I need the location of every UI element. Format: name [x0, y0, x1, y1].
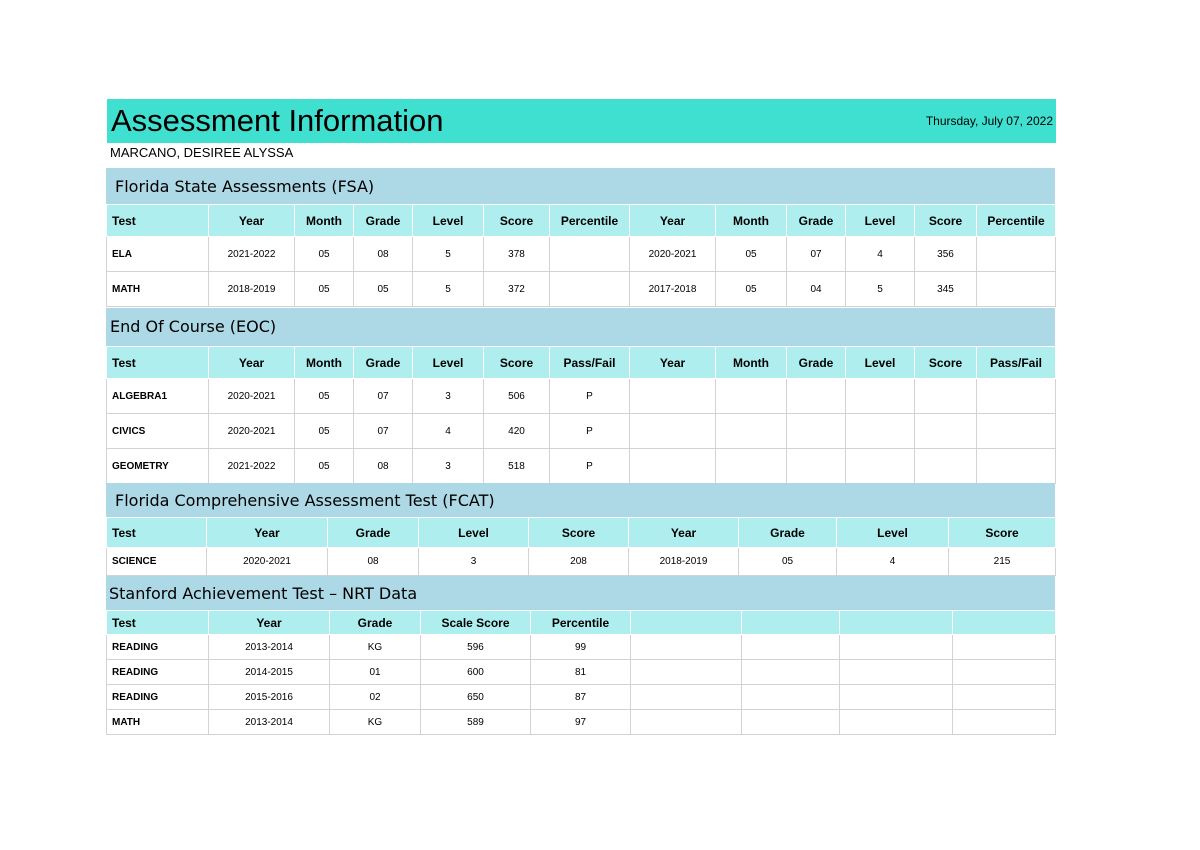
column-header	[953, 611, 1056, 635]
table-cell: 378	[484, 237, 550, 272]
table-cell	[742, 710, 840, 735]
column-header: Month	[716, 205, 787, 237]
report-header	[107, 99, 1056, 143]
table-cell: 208	[529, 548, 629, 576]
table-cell: 5	[846, 272, 915, 307]
test-name-cell: MATH	[107, 710, 209, 735]
table-cell: 2017-2018	[630, 272, 716, 307]
table-cell: 01	[330, 660, 421, 685]
column-header: Month	[295, 347, 354, 379]
table-cell	[953, 685, 1056, 710]
table-cell	[630, 414, 716, 449]
table-cell: 372	[484, 272, 550, 307]
table-cell: 4	[413, 414, 484, 449]
table-row	[107, 710, 1056, 735]
table-cell	[630, 449, 716, 484]
table-cell: 05	[295, 379, 354, 414]
column-header: Level	[846, 347, 915, 379]
table-cell: 05	[295, 414, 354, 449]
column-header: Grade	[354, 205, 413, 237]
table-cell	[840, 710, 953, 735]
table-cell	[840, 685, 953, 710]
table-cell	[787, 414, 846, 449]
table-row	[107, 685, 1056, 710]
column-header: Percentile	[977, 205, 1056, 237]
table-cell: 81	[531, 660, 631, 685]
table-cell: 05	[739, 548, 837, 576]
table-cell: 05	[295, 272, 354, 307]
test-name-cell: MATH	[107, 272, 209, 307]
table-row	[107, 414, 1056, 449]
table-cell	[716, 449, 787, 484]
column-header: Year	[630, 205, 716, 237]
table-cell: 600	[421, 660, 531, 685]
table-cell: 07	[354, 414, 413, 449]
table-cell	[840, 635, 953, 660]
column-header: Month	[716, 347, 787, 379]
table-cell: 07	[787, 237, 846, 272]
table-cell: 518	[484, 449, 550, 484]
test-name-cell: ALGEBRA1	[107, 379, 209, 414]
table-cell: 2020-2021	[209, 379, 295, 414]
table-cell	[846, 379, 915, 414]
table-cell: 345	[915, 272, 977, 307]
column-header: Test	[107, 518, 207, 548]
table-cell	[915, 449, 977, 484]
table-cell: 4	[837, 548, 949, 576]
column-header: Grade	[354, 347, 413, 379]
column-header: Year	[209, 611, 330, 635]
test-name-cell: CIVICS	[107, 414, 209, 449]
test-name-cell: SCIENCE	[107, 548, 207, 576]
table-row	[107, 272, 1056, 307]
column-header: Year	[209, 347, 295, 379]
column-header: Level	[846, 205, 915, 237]
table-cell: 420	[484, 414, 550, 449]
column-header: Grade	[787, 347, 846, 379]
column-header: Scale Score	[421, 611, 531, 635]
sat-table	[106, 610, 1056, 735]
column-header: Test	[107, 347, 209, 379]
column-header: Pass/Fail	[977, 347, 1056, 379]
fcat-table	[106, 517, 1056, 576]
column-header: Year	[630, 347, 716, 379]
table-cell	[977, 379, 1056, 414]
table-cell: 05	[716, 237, 787, 272]
table-row	[107, 635, 1056, 660]
column-header: Test	[107, 611, 209, 635]
column-header: Percentile	[531, 611, 631, 635]
table-cell: 4	[846, 237, 915, 272]
report-date: Thursday, July 07, 2022	[925, 114, 1053, 128]
table-cell: 2014-2015	[209, 660, 330, 685]
table-cell: 2021-2022	[209, 449, 295, 484]
table-cell: 05	[716, 272, 787, 307]
table-row	[107, 449, 1056, 484]
table-cell	[550, 237, 630, 272]
table-cell	[915, 414, 977, 449]
table-cell: 97	[531, 710, 631, 735]
student-name: MARCANO, DESIREE ALYSSA	[110, 145, 294, 160]
table-cell: 05	[295, 237, 354, 272]
column-header: Month	[295, 205, 354, 237]
column-header: Score	[529, 518, 629, 548]
column-header: Score	[915, 205, 977, 237]
table-cell: 2020-2021	[207, 548, 328, 576]
test-name-cell: READING	[107, 660, 209, 685]
fcat-header-row	[107, 518, 1056, 548]
table-cell: KG	[330, 710, 421, 735]
table-cell: 08	[354, 449, 413, 484]
table-cell: 2013-2014	[209, 635, 330, 660]
column-header	[631, 611, 742, 635]
table-cell: 08	[354, 237, 413, 272]
table-cell	[716, 414, 787, 449]
table-cell: 08	[328, 548, 419, 576]
column-header: Score	[484, 347, 550, 379]
column-header: Test	[107, 205, 209, 237]
eoc-header-row	[107, 347, 1056, 379]
column-header: Pass/Fail	[550, 347, 630, 379]
column-header: Grade	[739, 518, 837, 548]
column-header: Score	[915, 347, 977, 379]
table-cell: 2021-2022	[209, 237, 295, 272]
table-cell: 2018-2019	[209, 272, 295, 307]
table-cell	[977, 449, 1056, 484]
table-cell	[631, 660, 742, 685]
column-header	[840, 611, 953, 635]
table-cell: 589	[421, 710, 531, 735]
column-header: Score	[484, 205, 550, 237]
eoc-table	[106, 346, 1056, 484]
table-cell	[953, 710, 1056, 735]
table-row	[107, 379, 1056, 414]
column-header: Year	[207, 518, 328, 548]
table-row	[107, 660, 1056, 685]
column-header: Year	[209, 205, 295, 237]
table-cell	[550, 272, 630, 307]
column-header: Score	[949, 518, 1056, 548]
column-header: Level	[419, 518, 529, 548]
test-name-cell: GEOMETRY	[107, 449, 209, 484]
table-cell: 215	[949, 548, 1056, 576]
sat-section-title: Stanford Achievement Test – NRT Data	[106, 576, 1055, 610]
table-cell: 356	[915, 237, 977, 272]
fcat-section-title: Florida Comprehensive Assessment Test (FCAT)	[106, 483, 1055, 517]
table-cell	[846, 449, 915, 484]
table-cell: 2013-2014	[209, 710, 330, 735]
column-header: Percentile	[550, 205, 630, 237]
table-cell: P	[550, 449, 630, 484]
column-header: Grade	[328, 518, 419, 548]
column-header: Level	[837, 518, 949, 548]
table-cell	[977, 237, 1056, 272]
table-cell	[742, 635, 840, 660]
table-cell: 05	[295, 449, 354, 484]
table-cell: 87	[531, 685, 631, 710]
table-cell	[787, 449, 846, 484]
sat-header-row	[107, 611, 1056, 635]
column-header: Level	[413, 347, 484, 379]
table-cell	[846, 414, 915, 449]
column-header: Grade	[787, 205, 846, 237]
table-cell: 04	[787, 272, 846, 307]
table-cell: 2018-2019	[629, 548, 739, 576]
eoc-section-title: End Of Course (EOC)	[106, 308, 1055, 346]
table-cell	[915, 379, 977, 414]
table-row	[107, 237, 1056, 272]
table-cell: KG	[330, 635, 421, 660]
table-cell: 2020-2021	[209, 414, 295, 449]
table-cell	[977, 272, 1056, 307]
table-cell: 5	[413, 237, 484, 272]
table-cell: 3	[413, 379, 484, 414]
test-name-cell: READING	[107, 685, 209, 710]
table-cell: 2015-2016	[209, 685, 330, 710]
table-cell: 5	[413, 272, 484, 307]
table-cell	[630, 379, 716, 414]
fsa-table	[106, 204, 1056, 307]
table-cell: 02	[330, 685, 421, 710]
table-cell	[631, 635, 742, 660]
table-cell	[742, 685, 840, 710]
table-cell: 596	[421, 635, 531, 660]
table-cell: 3	[419, 548, 529, 576]
column-header	[742, 611, 840, 635]
test-name-cell: READING	[107, 635, 209, 660]
table-cell: 2020-2021	[630, 237, 716, 272]
column-header: Grade	[330, 611, 421, 635]
table-cell	[631, 685, 742, 710]
table-cell: 3	[413, 449, 484, 484]
table-cell: 99	[531, 635, 631, 660]
test-name-cell: ELA	[107, 237, 209, 272]
table-cell	[631, 710, 742, 735]
table-cell: 07	[354, 379, 413, 414]
table-cell: P	[550, 379, 630, 414]
column-header: Year	[629, 518, 739, 548]
table-cell	[742, 660, 840, 685]
page-title: Assessment Information	[111, 103, 444, 138]
table-cell	[953, 660, 1056, 685]
fsa-section-title: Florida State Assessments (FSA)	[106, 168, 1055, 204]
table-cell	[840, 660, 953, 685]
table-cell	[716, 379, 787, 414]
table-cell	[787, 379, 846, 414]
table-row	[107, 548, 1056, 576]
table-cell: 506	[484, 379, 550, 414]
table-cell: 650	[421, 685, 531, 710]
table-cell	[953, 635, 1056, 660]
table-cell: P	[550, 414, 630, 449]
table-cell: 05	[354, 272, 413, 307]
column-header: Level	[413, 205, 484, 237]
table-cell	[977, 414, 1056, 449]
fsa-header-row	[107, 205, 1056, 237]
